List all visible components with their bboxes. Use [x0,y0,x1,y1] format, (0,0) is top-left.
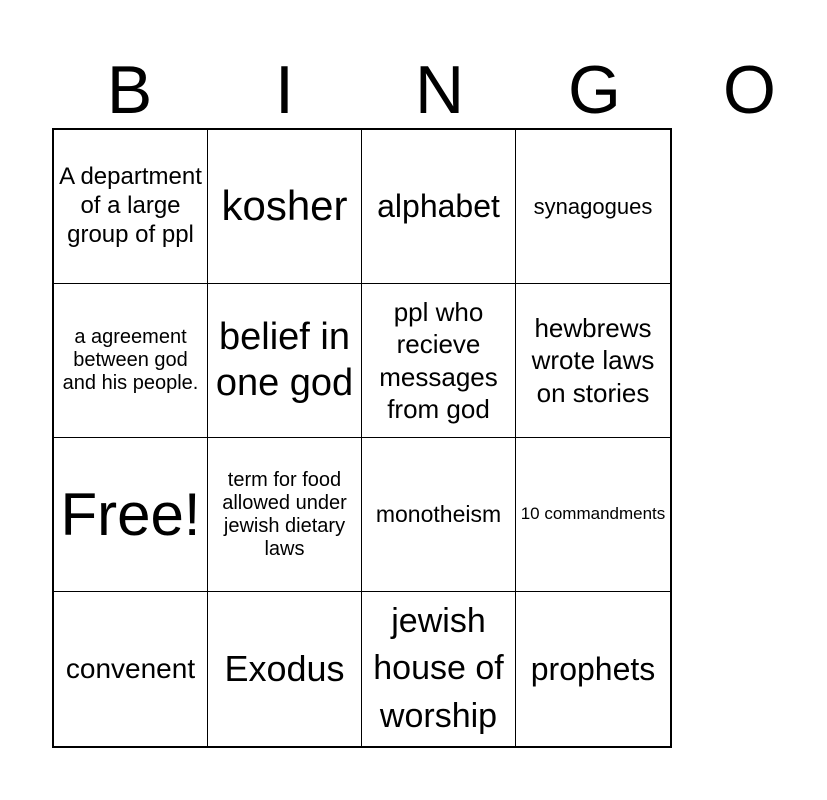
header-letter-n: N [414,52,465,128]
header-letter-o: O [723,52,776,128]
bingo-cell[interactable]: A department of a large group of ppl [54,130,208,284]
bingo-cell[interactable]: belief in one god [208,284,362,438]
bingo-card-grid [52,128,672,748]
free-space-cell[interactable]: Free! [54,438,208,592]
bingo-cell[interactable]: synagogues [516,130,670,284]
bingo-cell[interactable]: ppl who recieve messages from god [362,284,516,438]
bingo-header [52,52,776,128]
header-letter-g: G [568,52,621,128]
bingo-cell[interactable]: Exodus [208,592,362,746]
bingo-cell[interactable]: term for food allowed under jewish dietary laws [208,438,362,592]
bingo-cell[interactable]: convenent [54,592,208,746]
bingo-cell[interactable]: a agreement between god and his people. [54,284,208,438]
header-letter-b: B [106,52,153,128]
bingo-cell[interactable]: kosher [208,130,362,284]
header-letter-i: I [275,52,294,128]
bingo-cell[interactable]: hewbrews wrote laws on stories [516,284,670,438]
bingo-cell[interactable]: alphabet [362,130,516,284]
bingo-cell[interactable]: jewish house of worship [362,592,516,746]
bingo-cell[interactable]: 10 commandments [516,438,670,592]
bingo-cell[interactable]: prophets [530,650,656,687]
bingo-cell[interactable]: monotheism [362,438,516,592]
